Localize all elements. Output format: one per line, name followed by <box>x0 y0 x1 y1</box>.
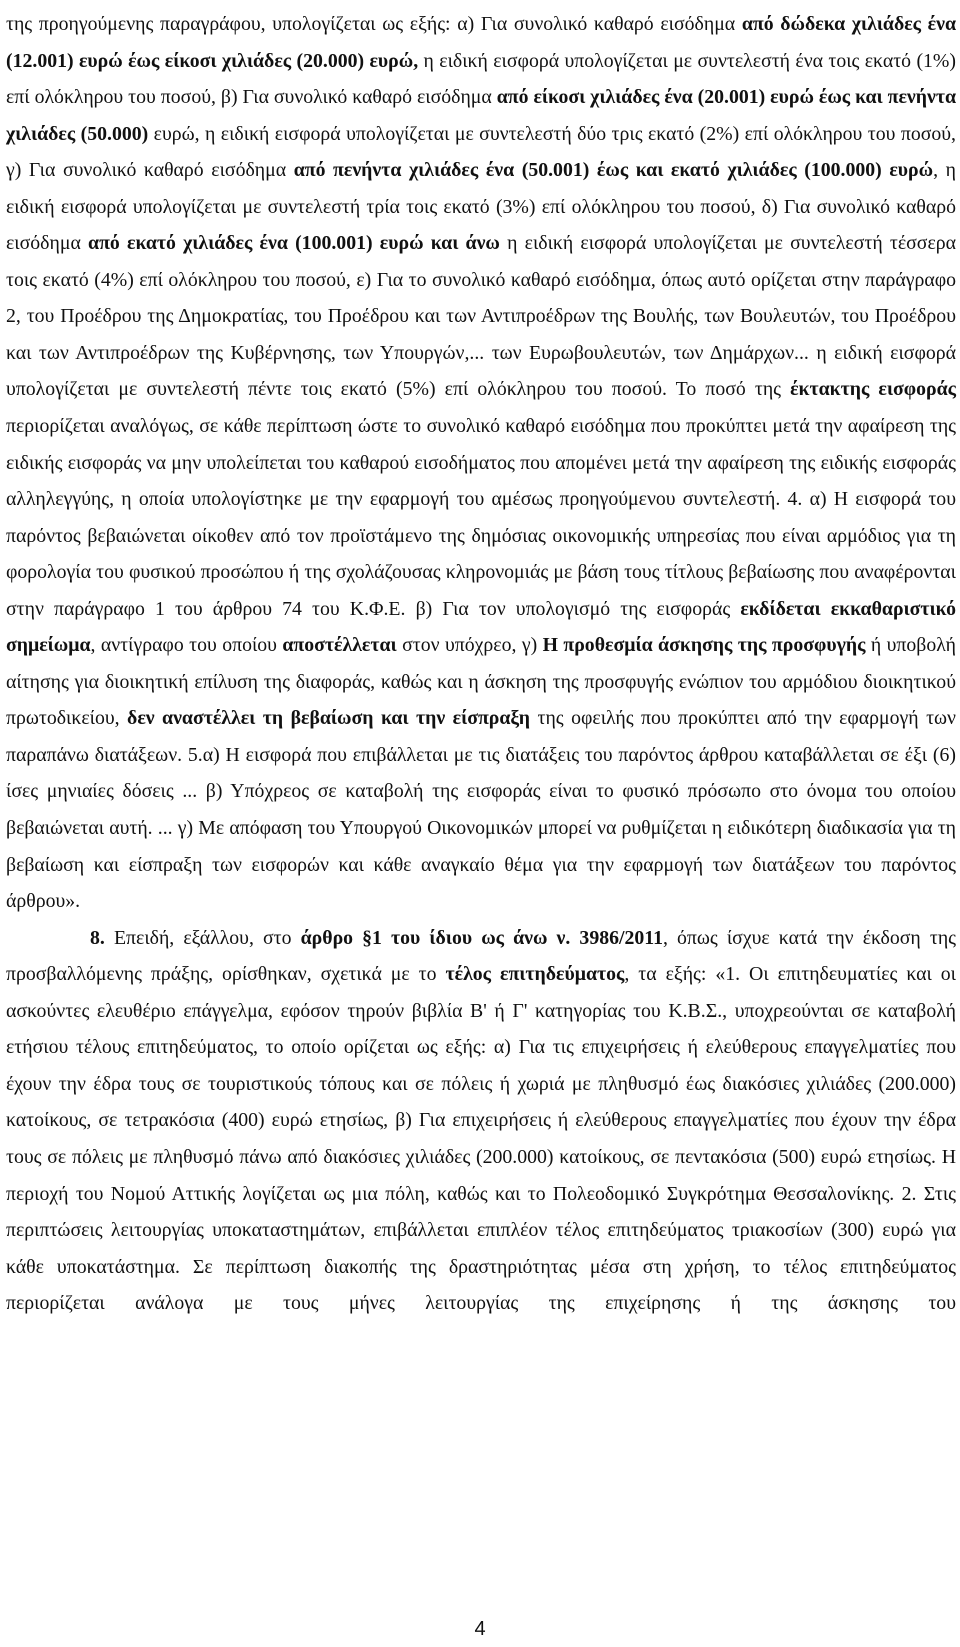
text-run: , όπως ίσχυε κατά την έκδοση της προσβαλλόμενης πράξης, ορίσθηκαν, σχετικά με το <box>6 926 957 986</box>
text-run: , τα εξής: «1. Οι επιτηδευματίες και οι ασκούντες ελευθέριο επάγγελμα, εφόσον τηρούν βιβλία Β' ή Γ' κατηγορίας του Κ.Β.Σ., υποχρεούνται σε καταβολή ετήσιου τέλους επιτηδεύματος, το οποίο ορίζεται ως εξής: α) Για τις επιχειρήσεις ή ελεύθερους επαγγελματίες που έχουν την έδρα τους σε τουριστικούς τόπους και σε πόλεις ή χωριά με πληθυσμό έως διακόσιες χιλιάδες (200.000) κατοίκους, σε τετρακόσια (400) ευρώ ετησίως, β) Για επιχειρήσεις ή ελεύθερους επαγγελματίες που έχουν την έδρα τους σε πόλεις με πληθυσμό πάνω από διακόσιες χιλιάδες (200.000) κατοίκους, σε πεντακόσια (500) ευρώ ετησίως. Η περιοχή του Νομού Αττικής λογίζεται ως μια πόλη, καθώς και το Πολεοδομικό Συγκρότημα Θεσσαλονίκης. 2. Στις περιπτώσεις λειτουργίας υποκαταστημάτων, επιβάλλεται επιπλέον τέλος επιτηδεύματος τριακοσίων (300) ευρώ για κάθε υποκατάστημα. Σε περίπτωση διακοπής της δραστηριότητας μέσα στη χρήση, το τέλος επιτηδεύματος περιορίζεται ανάλογα με τους μήνες λειτουργίας της επιχείρησης ή της άσκησης του <box>6 963 956 1315</box>
bold-run: έκτακτης εισφοράς <box>790 378 956 401</box>
paragraph-special-contribution <box>6 6 956 920</box>
bold-run: από δώδεκα χιλιάδες ένα (12.001) ευρώ έως είκοσι χιλιάδες (20.000) ευρώ, <box>6 13 957 72</box>
text-run: , αντίγραφο του οποίου <box>90 634 283 657</box>
bold-run: τέλος επιτηδεύματος <box>445 963 625 986</box>
bold-run: από πενήντα χιλιάδες ένα (50.001) έως και εκατό χιλιάδες (100.000) ευρώ <box>293 159 934 182</box>
text-run: στον υπόχρεο, γ) <box>396 634 543 657</box>
document-page <box>6 6 956 1322</box>
bold-run: αποστέλλεται <box>282 634 397 657</box>
text-run: περιορίζεται αναλόγως, σε κάθε περίπτωση ώστε το συνολικό καθαρό εισόδημα που προκύπτει μετά την αφαίρεση της ειδικής εισφοράς να μην υπολείπεται του καθαρού εισοδήματος που απομένει μετά την αφαίρεση της ειδικής εισφοράς αλληλεγγύης, η οποία υπολογίστηκε με την εφαρμογή του αμέσως προηγούμενου συντελεστή. 4. α) Η εισφορά του παρόντος βεβαιώνεται οίκοθεν από τον προϊστάμενο της δημόσιας οικονομικής υπηρεσίας που είναι αρμόδιος για τη φορολογία του φυσικού προσώπου ή της σχολάζουσας κληρονομιάς με βάση τους τίτλους βεβαίωσης που αναφέρονται στην παράγραφο 1 του άρθρου 74 του Κ.Φ.Ε. β) Για τον υπολογισμό της εισφοράς <box>6 415 956 620</box>
bold-run: εκδίδεται εκκαθαριστικό σημείωμα <box>6 597 956 657</box>
bold-run: από εκατό χιλιάδες ένα (100.001) ευρώ και άνω <box>88 232 500 255</box>
page-number: 4 <box>474 1618 486 1640</box>
paragraph-number: 8. <box>90 926 105 949</box>
text-run: ευρώ, η ειδική εισφορά υπολογίζεται με συντελεστή δύο τρις εκατό (2%) επί ολόκληρου του ποσού, γ) Για συνολικό καθαρό εισόδημα <box>6 122 957 182</box>
text-run: Επειδή, εξάλλου, στο <box>104 926 301 949</box>
text-run: η ειδική εισφορά υπολογίζεται με συντελεστή ένα τοις εκατό (1%) επί ολόκληρου του ποσού, β) Για συνολικό καθαρό εισόδημα <box>6 49 956 109</box>
bold-run: δεν αναστέλλει τη βεβαίωση και την είσπραξη <box>127 707 531 730</box>
bold-run: από είκοσι χιλιάδες ένα (20.001) ευρώ έως και πενήντα χιλιάδες (50.000) <box>6 86 956 145</box>
text-run: , η ειδική εισφορά υπολογίζεται με συντελεστή τρία τοις εκατό (3%) επί ολόκληρου του ποσού, δ) Για συνολικό καθαρό εισόδημα <box>6 159 956 255</box>
text-run: της οφειλής που προκύπτει από την εφαρμογή των παραπάνω διατάξεων. 5.α) Η εισφορά που επιβάλλεται με τις διατάξεις του παρόντος άρθρου καταβάλλεται σε έξι (6) ίσες μηνιαίες δόσεις ... β) Υπόχρεος σε καταβολή της εισφοράς είναι το φυσικό πρόσωπο στο όνομα του οποίου βεβαιώνεται αυτή. ... γ) Με απόφαση του Υπουργού Οικονομικών μπορεί να ρυθμίζεται η ειδικότερη διαδικασία για τη βεβαίωση και είσπραξη των εισφορών και κάθε αναγκαίο θέμα για την εφαρμογή των διατάξεων του παρόντος άρθρου». <box>6 707 956 913</box>
paragraph-business-fee <box>6 920 956 1322</box>
text-run: η ειδική εισφορά υπολογίζεται με συντελεστή τέσσερα τοις εκατό (4%) επί ολόκληρου του ποσού, ε) Για το συνολικό καθαρό εισόδημα, όπως αυτό ορίζεται στην παράγραφο 2, του Προέδρου της Δημοκρατίας, του Προέδρου και των Αντιπροέδρων της Βουλής, των Βουλευτών, του Προέδρου και των Αντιπροέδρων της Κυβέρνησης, των Υπουργών,... των Ευρωβουλευτών, των Δημάρχων... η ειδική εισφορά υπολογίζεται με συντελεστή πέντε τοις εκατό (5%) επί ολόκληρου του ποσού. Το ποσό της <box>6 232 956 401</box>
text-run: ή υποβολή αίτησης για διοικητική επίλυση της διαφοράς, καθώς και η άσκηση της προσφυγής ενώπιον του αρμόδιου διοικητικού πρωτοδικείου, <box>6 634 956 730</box>
bold-run: Η προθεσμία άσκησης της προσφυγής <box>542 634 866 657</box>
text-run: της προηγούμενης παραγράφου, υπολογίζεται ως εξής: α) Για συνολικό καθαρό εισόδημα <box>6 13 742 35</box>
bold-run: άρθρο §1 του ίδιου ως άνω ν. 3986/2011 <box>300 926 663 949</box>
